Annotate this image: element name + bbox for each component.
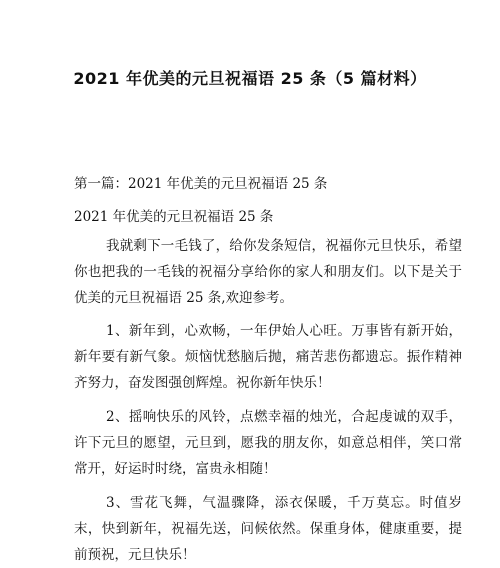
intro-paragraph: 我就剩下一毛钱了，给你发条短信，祝福你元旦快乐，希望你也把我的一毛钱的祝福分享给你的家人和朋友们。以下是关于优美的元旦祝福语 25 条,欢迎参考。 [74, 238, 462, 306]
section-heading: 第一篇：2021 年优美的元旦祝福语 25 条 [74, 176, 328, 192]
greeting-paragraph-1: 1、新年到，心欢畅，一年伊始人心旺。万事皆有新开始，新年要有新气象。烦恼忧愁脑后抛，痛苦悲伤都遗忘。振作精神齐努力，奋发图强创辉煌。祝你新年快乐！ [74, 323, 462, 391]
article-subtitle: 2021 年优美的元旦祝福语 25 条 [74, 209, 274, 225]
greeting-paragraph-2: 2、摇响快乐的风铃，点燃幸福的烛光，合起虔诚的双手，许下元旦的愿望，元旦到，愿我的朋友你，如意总相伴，笑口常常开，好运时时绕，富贵永相随！ [74, 409, 462, 477]
document-title: 2021 年优美的元旦祝福语 25 条（5 篇材料） [73, 69, 427, 88]
greeting-paragraph-3: 3、雪花飞舞，气温骤降，添衣保暖，千万莫忘。时值岁末，快到新年，祝福先送，问候依然。保重身体，健康重要，提前预祝，元旦快乐！ [74, 495, 462, 563]
